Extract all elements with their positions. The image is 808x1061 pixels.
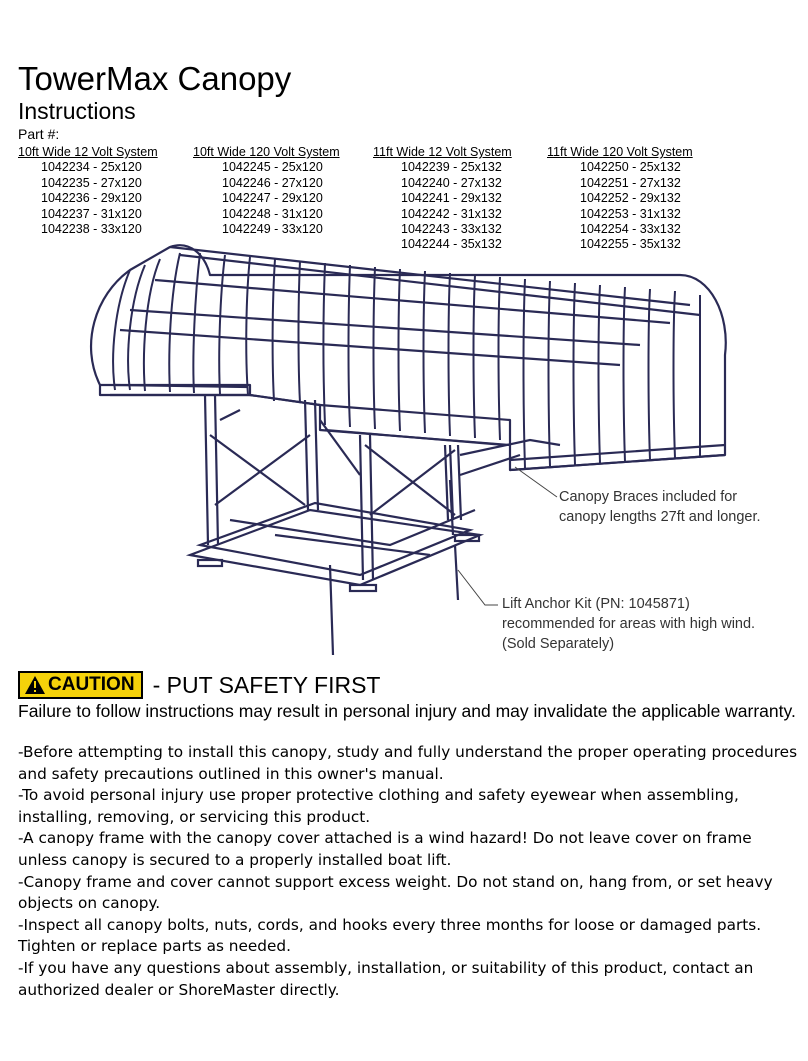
part-item: 1042243 - 33x132 <box>401 222 502 237</box>
part-item: 1042234 - 25x120 <box>41 160 142 175</box>
canopy-roof-frame <box>91 245 726 470</box>
callout-line: Canopy Braces included for <box>559 489 738 505</box>
callout-line: Lift Anchor Kit (PN: 1045871) <box>502 596 690 612</box>
callout-canopy-braces <box>559 487 761 527</box>
column-heading: 11ft Wide 12 Volt System <box>373 145 512 159</box>
safety-item: -If you have any questions about assembly, installation, or suitability of this product, contact an authorized dealer or ShoreMaster directly. <box>18 958 754 999</box>
safety-item: -A canopy frame with the canopy cover attached is a wind hazard! Do not leave cover on frame unless canopy is secured to a properly installed boat lift. <box>18 829 752 869</box>
page-title: TowerMax Canopy <box>18 60 292 97</box>
safety-heading: - PUT SAFETY FIRST <box>152 671 381 698</box>
part-item: 1042250 - 25x132 <box>580 160 681 175</box>
warning-intro: Failure to follow instructions may result in personal injury and may invalidate the applicable warranty. <box>18 701 796 721</box>
part-item: 1042245 - 25x120 <box>222 160 323 175</box>
part-item: 1042241 - 29x132 <box>401 191 502 206</box>
callout-line: (Sold Separately) <box>502 636 615 652</box>
warning-triangle-icon <box>24 675 46 695</box>
part-item: 1042254 - 33x132 <box>580 222 681 237</box>
column-heading: 10ft Wide 120 Volt System <box>193 145 340 159</box>
part-item: 1042242 - 31x132 <box>401 206 502 221</box>
page-subtitle: Instructions <box>18 98 136 124</box>
callout-line: recommended for areas with high wind. <box>502 616 756 632</box>
part-item: 1042252 - 29x132 <box>580 191 681 206</box>
safety-item: -Inspect all canopy bolts, nuts, cords, and hooks every three months for loose or damaged parts. Tighten or replace parts as needed. <box>18 915 762 956</box>
caution-badge <box>18 671 143 699</box>
safety-instructions-list <box>18 742 803 1001</box>
part-item: 1042247 - 29x120 <box>222 191 323 206</box>
part-item: 1042249 - 33x120 <box>222 222 323 237</box>
caution-heading-row <box>18 670 380 700</box>
part-item: 1042248 - 31x120 <box>222 206 323 221</box>
part-item: 1042238 - 33x120 <box>41 222 142 237</box>
parts-column-10ft-120v <box>193 145 340 237</box>
part-item: 1042236 - 29x120 <box>41 191 142 206</box>
column-heading: 10ft Wide 12 Volt System <box>18 145 158 159</box>
part-item: 1042244 - 35x132 <box>401 237 502 252</box>
column-heading: 11ft Wide 120 Volt System <box>547 145 693 159</box>
part-item: 1042235 - 27x120 <box>41 175 142 190</box>
safety-item: -Canopy frame and cover cannot support excess weight. Do not stand on, hang from, or set heavy objects on canopy. <box>18 872 773 913</box>
callout-line: canopy lengths 27ft and longer. <box>559 509 761 525</box>
caution-label: CAUTION <box>48 674 135 695</box>
part-item: 1042255 - 35x132 <box>580 237 681 252</box>
part-item: 1042237 - 31x120 <box>41 206 142 221</box>
parts-column-10ft-12v <box>18 145 158 237</box>
safety-item: -Before attempting to install this canopy, study and fully understand the proper operating procedures and safety precautions outlined in this owner's manual. <box>18 743 798 783</box>
callout-lift-anchor-kit <box>502 594 755 654</box>
part-number-label: Part #: <box>18 126 60 142</box>
part-item: 1042246 - 27x120 <box>222 175 323 190</box>
part-item: 1042240 - 27x132 <box>401 175 502 190</box>
part-item: 1042251 - 27x132 <box>580 175 681 190</box>
safety-item: -To avoid personal injury use proper protective clothing and safety eyewear when assembling, installing, removing, or servicing this product. <box>18 786 739 826</box>
part-item: 1042253 - 31x132 <box>580 206 681 221</box>
part-item: 1042239 - 25x132 <box>401 160 502 175</box>
